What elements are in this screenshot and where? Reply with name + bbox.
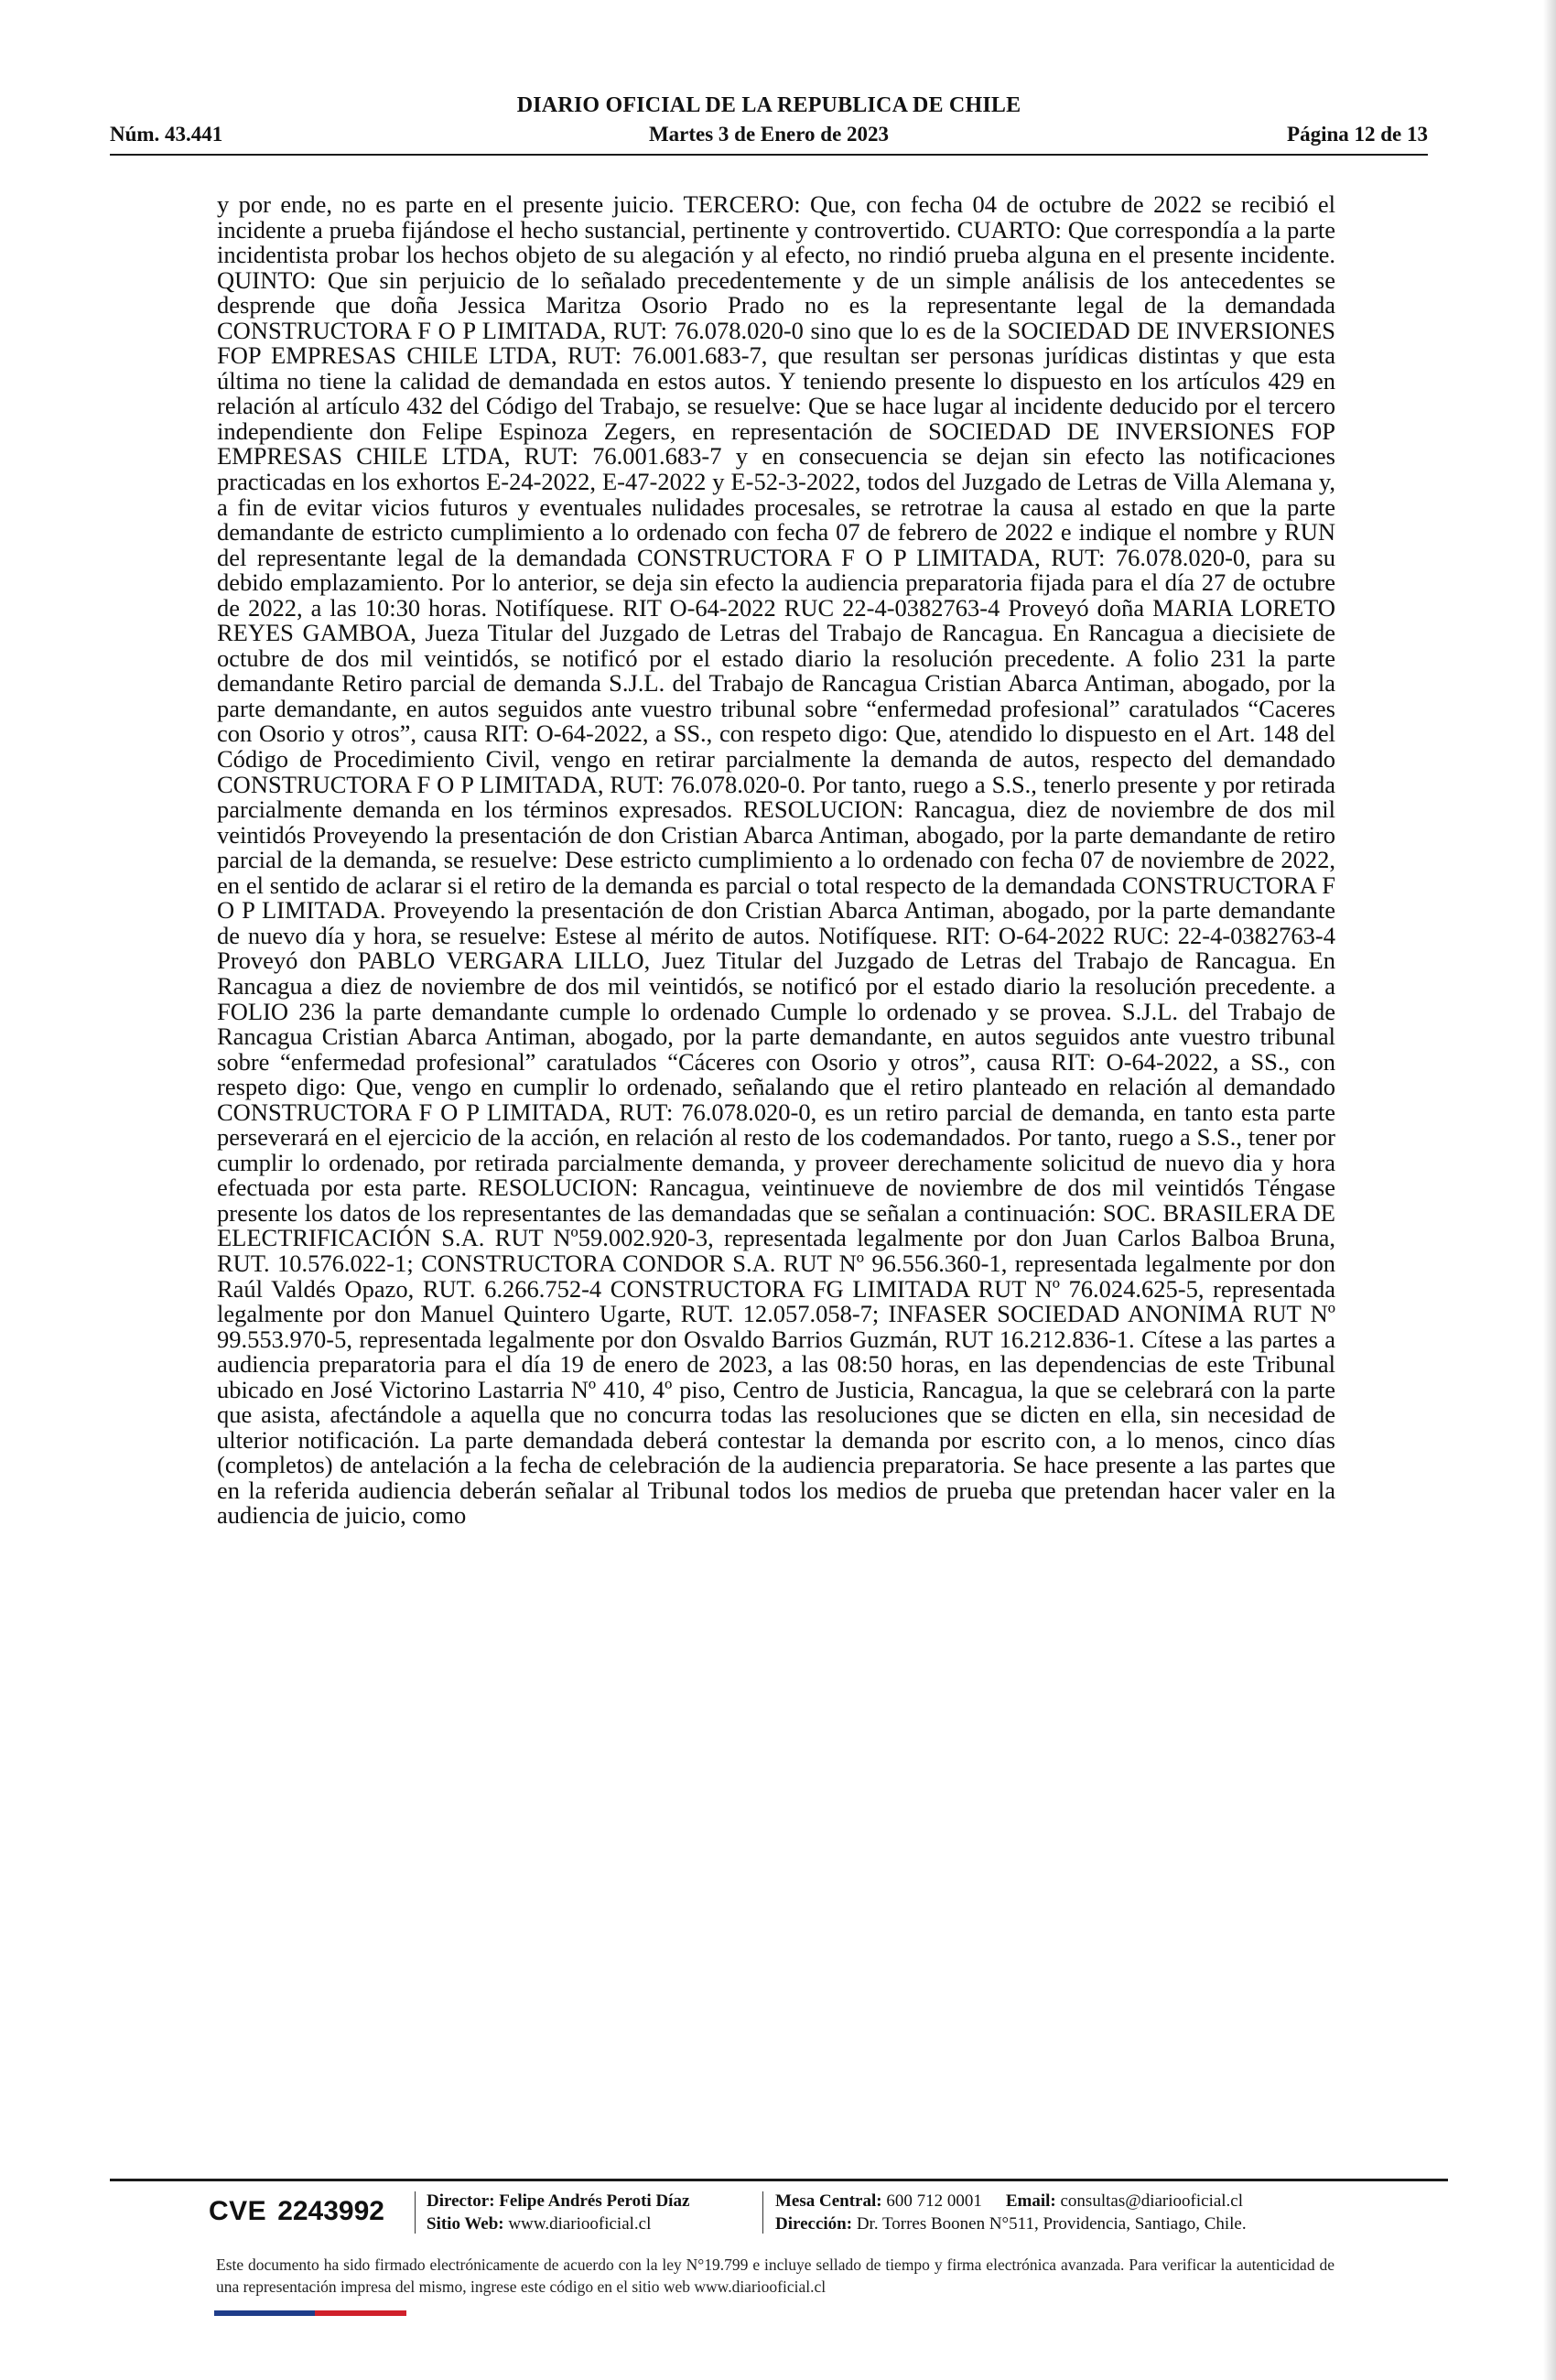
footer-divider: [110, 2179, 1448, 2181]
issue-date: Martes 3 de Enero de 2023: [648, 123, 890, 146]
page-edge-shadow: [1543, 0, 1556, 2380]
footer-separator: [762, 2191, 763, 2234]
mesa-label: Mesa Central:: [775, 2191, 882, 2211]
footer-director-block: [427, 2190, 774, 2235]
cve-number: 2243992: [277, 2196, 384, 2226]
website-label: Sitio Web:: [427, 2214, 504, 2234]
director-label: Director:: [427, 2191, 495, 2211]
document-body: y por ende, no es parte en el presente juicio. TERCERO: Que, con fecha 04 de octubre de 2022 se recibió el incidente a prueba fijándose el hecho sustancial, pertinente y controvertido. CUARTO: Que correspondía a la parte incidentista probar los hechos objeto de su alegación y al efecto, no rindió prueba alguna en el presente incidente. QUINTO: Que sin perjuicio de lo señalado precedentemente y de un simple análisis de los antecedentes se desprende que doña Jessica Maritza Osorio Prado no es la representante legal de la demandada CONSTRUCTORA F O P LIMITADA, RUT: 76.078.020-0 sino que lo es de la SOCIEDAD DE INVERSIONES FOP EMPRESAS CHILE LTDA, RUT: 76.001.683-7, que resultan ser personas jurídicas distintas y que esta última no tiene la calidad de demandada en estos autos. Y teniendo presente lo dispuesto en los artículos 429 en relación al artículo 432 del Código del Trabajo, se resuelve: Que se hace lugar al incidente deducido por el tercero independiente don Felipe Espinoza Zegers, en representación de SOCIEDAD DE INVERSIONES FOP EMPRESAS CHILE LTDA, RUT: 76.001.683-7 y en consecuencia se dejan sin efecto las notificaciones practicadas en los exhortos E-24-2022, E-47-2022 y E-52-3-2022, todos del Juzgado de Letras de Villa Alemana y, a fin de evitar vicios futuros y eventuales nulidades procesales, se retrotrae la causa al estado en que la parte demandante de estricto cumplimiento a lo ordenado con fecha 07 de febrero de 2022 e indique el nombre y RUN del representante legal de la demandada CONSTRUCTORA F O P LIMITADA, RUT: 76.078.020-0, para su debido emplazamiento. Por lo anterior, se deja sin efecto la audiencia preparatoria fijada para el día 27 de octubre de 2022, a las 10:30 horas. Notifíquese. RIT O-64-2022 RUC 22-4-0382763-4 Proveyó doña MARIA LORETO REYES GAMBOA, Jueza Titular del Juzgado de Letras del Trabajo de Rancagua. En Rancagua a diecisiete de octubre de dos mil veintidós, se notificó por el estado diario la resolución precedente. A folio 231 la parte demandante Retiro parcial de demanda S.J.L. del Trabajo de Rancagua Cristian Abarca Antiman, abogado, por la parte demandante, en autos seguidos ante vuestro tribunal sobre “enfermedad profesional” caratulados “Caceres con Osorio y otros”, causa RIT: O-64-2022, a SS., con respeto digo: Que, atendido lo dispuesto en el Art. 148 del Código de Procedimiento Civil, vengo en retirar parcialmente la demanda de autos, respecto del demandado CONSTRUCTORA F O P LIMITADA, RUT: 76.078.020-0. Por tanto, ruego a S.S., tenerlo presente y por retirada parcialmente demanda en los términos expresados. RESOLUCION: Rancagua, diez de noviembre de dos mil veintidós Proveyendo la presentación de don Cristian Abarca Antiman, abogado, por la parte demandante de retiro parcial de la demanda, se resuelve: Dese estricto cumplimiento a lo ordenado con fecha 07 de noviembre de 2022, en el sentido de aclarar si el retiro de la demanda es parcial o total respecto de la demandada CONSTRUCTORA F O P LIMITADA. Proveyendo la presentación de don Cristian Abarca Antiman, abogado, por la parte demandante de nuevo día y hora, se resuelve: Estese al mérito de autos. Notifíquese. RIT: O-64-2022 RUC: 22-4-0382763-4 Proveyó don PABLO VERGARA LILLO, Juez Titular del Juzgado de Letras del Trabajo de Rancagua. En Rancagua a diez de noviembre de dos mil veintidós, se notificó por el estado diario la resolución precedente. a FOLIO 236 la parte demandante cumple lo ordenado Cumple lo ordenado y se provea. S.J.L. del Trabajo de Rancagua Cristian Abarca Antiman, abogado, por la parte demandante, en autos seguidos ante vuestro tribunal sobre “enfermedad profesional” caratulados “Cáceres con Osorio y otros”, causa RIT: O-64-2022, a SS., con respeto digo: Que, vengo en cumplir lo ordenado, señalando que el retiro planteado en relación al demandado CONSTRUCTORA F O P LIMITADA, RUT: 76.078.020-0, es un retiro parcial de demanda, en tanto esta parte perseverará en el ejercicio de la acción, en relación al resto de los codemandados. Por tanto, ruego a S.S., tener por cumplir lo ordenado, por retirada parcialmente demanda, y proveer derechamente solicitud de nuevo dia y hora efectuada por esta parte. RESOLUCION: Rancagua, veintinueve de noviembre de dos mil veintidós Téngase presente los datos de los representantes de las demandadas que se señalan a continuación: SOC. BRASILERA DE ELECTRIFICACIÓN S.A. RUT Nº59.002.920-3, representada legalmente por don Juan Carlos Balboa Bruna, RUT. 10.576.022-1; CONSTRUCTORA CONDOR S.A. RUT Nº 96.556.360-1, representada legalmente por don Raúl Valdés Opazo, RUT. 6.266.752-4 CONSTRUCTORA FG LIMITADA RUT Nº 76.024.625-5, representada legalmente por don Manuel Quintero Ugarte, RUT. 12.057.058-7; INFASER SOCIEDAD ANONIMA RUT Nº 99.553.970-5, representada legalmente por don Osvaldo Barrios Guzmán, RUT 16.212.836-1. Cítese a las partes a audiencia preparatoria para el día 19 de enero de 2023, a las 08:50 horas, en las dependencias de este Tribunal ubicado en José Victorino Lastarria Nº 410, 4º piso, Centro de Justicia, Rancagua, la que se celebrará con la parte que asista, afectándole a aquella que no concurra todas las resoluciones que se dicten en ella, sin necesidad de ulterior notificación. La parte demandada deberá contestar la demanda por escrito con, a lo menos, cinco días (completos) de antelación a la fecha de celebración de la audiencia preparatoria. Se hace presente a las partes que en la referida audiencia deberán señalar al Tribunal todos los medios de prueba que pretendan hacer valer en la audiencia de juicio, como: [217, 190, 1335, 1530]
issue-number: Núm. 43.441: [110, 123, 223, 146]
publication-title: DIARIO OFICIAL DE LA REPUBLICA DE CHILE: [516, 93, 1021, 117]
footer-separator: [415, 2191, 416, 2234]
flag-red-segment: [315, 2310, 406, 2316]
header-divider: [110, 154, 1428, 156]
page-header: [110, 93, 1428, 148]
director-name: Felipe Andrés Peroti Díaz: [499, 2191, 690, 2211]
flag-blue-segment: [214, 2310, 315, 2316]
page-indicator: Página 12 de 13: [1287, 123, 1428, 146]
address-value: Dr. Torres Boonen N°511, Providencia, Santiago, Chile.: [856, 2214, 1247, 2234]
flag-color-bar: [214, 2310, 406, 2316]
cve-label: CVE: [209, 2196, 267, 2226]
email-label: Email:: [1005, 2191, 1056, 2211]
footer-contact-block: [775, 2190, 1453, 2235]
website-link[interactable]: www.diariooficial.cl: [508, 2214, 652, 2234]
email-link[interactable]: consultas@diariooficial.cl: [1060, 2191, 1244, 2211]
page-footer: [110, 2184, 1448, 2239]
mesa-phone: 600 712 0001: [886, 2191, 982, 2211]
address-label: Dirección:: [775, 2214, 853, 2234]
signature-disclaimer: Este documento ha sido firmado electrónicamente de acuerdo con la ley N°19.799 e incluye sellado de tiempo y firma electrónica avanzada. Para verificar la autenticidad de una representación impresa del mismo, ingrese este código en el sitio web www.diariooficial.cl: [216, 2256, 1334, 2296]
